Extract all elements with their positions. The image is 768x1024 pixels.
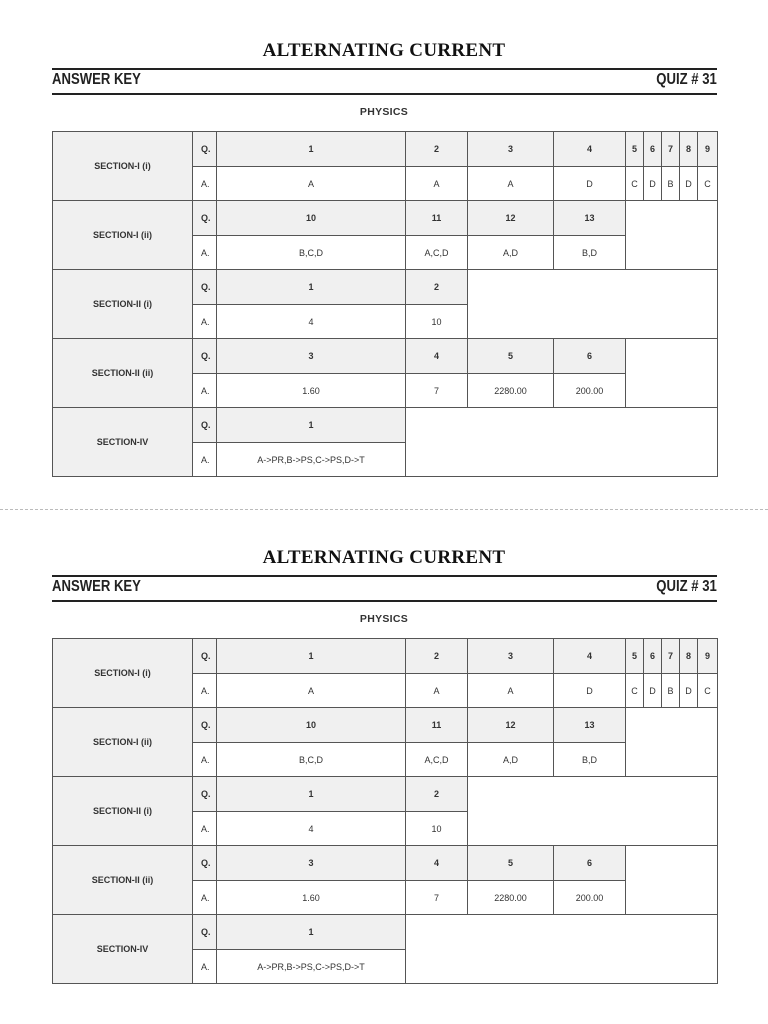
question-number-cell: 11	[405, 707, 468, 743]
question-number-cell: 1	[216, 776, 406, 812]
answer-cell: A	[405, 166, 468, 201]
answer-cell: A	[216, 166, 406, 201]
answer-cell: 10	[405, 811, 468, 846]
question-label-cell: Q.	[192, 707, 217, 743]
quiz-number: QUIZ # 31	[656, 578, 717, 595]
answer-cell: 7	[405, 373, 468, 408]
answer-cell: C	[625, 673, 644, 708]
question-number-cell: 6	[553, 338, 626, 374]
top-rule	[52, 68, 717, 70]
question-label-cell: Q.	[192, 776, 217, 812]
answer-key-sheet-bottom	[0, 507, 768, 1024]
answer-key-label: ANSWER KEY	[52, 578, 141, 595]
section-name-cell: SECTION-II (i)	[52, 776, 193, 846]
answer-cell: A->PR,B->PS,C->PS,D->T	[216, 442, 406, 477]
section-name-cell: SECTION-II (ii)	[52, 338, 193, 408]
answer-cell: B	[661, 166, 680, 201]
answer-cell: A	[467, 673, 554, 708]
answer-key-label: ANSWER KEY	[52, 71, 141, 88]
answer-cell: 2280.00	[467, 880, 554, 915]
answer-cell: 1.60	[216, 880, 406, 915]
question-number-cell: 2	[405, 269, 468, 305]
question-number-cell: 4	[553, 638, 626, 674]
answer-cell: A	[216, 673, 406, 708]
question-number-cell: 7	[661, 638, 680, 674]
question-number-cell: 5	[467, 338, 554, 374]
answer-label-cell: A.	[192, 673, 217, 708]
answer-cell: B,D	[553, 742, 626, 777]
section-name-cell: SECTION-IV	[52, 914, 193, 984]
section-name-cell: SECTION-I (i)	[52, 638, 193, 708]
answer-cell: B,D	[553, 235, 626, 270]
section-name-cell: SECTION-II (i)	[52, 269, 193, 339]
answer-cell: D	[553, 166, 626, 201]
answer-label-cell: A.	[192, 166, 217, 201]
question-number-cell: 4	[405, 845, 468, 881]
answer-cell: A,C,D	[405, 235, 468, 270]
question-number-cell: 5	[625, 638, 644, 674]
answer-cell: 10	[405, 304, 468, 339]
question-number-cell: 10	[216, 200, 406, 236]
answer-cell: D	[643, 166, 662, 201]
question-number-cell: 13	[553, 707, 626, 743]
question-number-cell: 9	[697, 131, 718, 167]
answer-label-cell: A.	[192, 880, 217, 915]
answer-cell: 200.00	[553, 373, 626, 408]
question-number-cell: 1	[216, 407, 406, 443]
question-number-cell: 7	[661, 131, 680, 167]
section-name-cell: SECTION-IV	[52, 407, 193, 477]
question-label-cell: Q.	[192, 269, 217, 305]
answer-cell: 200.00	[553, 880, 626, 915]
section-name-cell: SECTION-I (ii)	[52, 200, 193, 270]
empty-cell	[405, 407, 718, 477]
question-label-cell: Q.	[192, 131, 217, 167]
question-number-cell: 6	[553, 845, 626, 881]
answer-cell: D	[679, 166, 698, 201]
answer-cell: A->PR,B->PS,C->PS,D->T	[216, 949, 406, 984]
question-number-cell: 2	[405, 638, 468, 674]
empty-cell	[625, 338, 718, 408]
question-number-cell: 10	[216, 707, 406, 743]
answer-cell: C	[697, 673, 718, 708]
empty-cell	[625, 200, 718, 270]
question-number-cell: 3	[216, 845, 406, 881]
question-number-cell: 1	[216, 269, 406, 305]
subject-label: PHYSICS	[359, 613, 409, 625]
page-title: ALTERNATING CURRENT	[262, 547, 506, 568]
answer-cell: A	[467, 166, 554, 201]
question-label-cell: Q.	[192, 338, 217, 374]
answer-label-cell: A.	[192, 235, 217, 270]
question-number-cell: 5	[467, 845, 554, 881]
section-name-cell: SECTION-I (i)	[52, 131, 193, 201]
page-title: ALTERNATING CURRENT	[262, 40, 506, 61]
bottom-rule	[52, 93, 717, 95]
question-label-cell: Q.	[192, 638, 217, 674]
answer-cell: A,D	[467, 235, 554, 270]
question-number-cell: 3	[216, 338, 406, 374]
answer-cell: D	[679, 673, 698, 708]
question-number-cell: 12	[467, 200, 554, 236]
answer-cell: 7	[405, 880, 468, 915]
question-number-cell: 6	[643, 131, 662, 167]
answer-label-cell: A.	[192, 373, 217, 408]
question-number-cell: 12	[467, 707, 554, 743]
empty-cell	[625, 845, 718, 915]
answer-cell: C	[625, 166, 644, 201]
answer-label-cell: A.	[192, 949, 217, 984]
question-number-cell: 6	[643, 638, 662, 674]
question-number-cell: 2	[405, 131, 468, 167]
answer-cell: A,C,D	[405, 742, 468, 777]
answer-cell: A,D	[467, 742, 554, 777]
question-number-cell: 11	[405, 200, 468, 236]
question-number-cell: 9	[697, 638, 718, 674]
answer-label-cell: A.	[192, 442, 217, 477]
answer-key-sheet-top	[0, 0, 768, 509]
answer-cell: C	[697, 166, 718, 201]
empty-cell	[467, 776, 718, 846]
question-label-cell: Q.	[192, 200, 217, 236]
question-number-cell: 3	[467, 638, 554, 674]
answer-cell: B	[661, 673, 680, 708]
question-label-cell: Q.	[192, 845, 217, 881]
question-number-cell: 4	[553, 131, 626, 167]
answer-cell: D	[643, 673, 662, 708]
section-name-cell: SECTION-II (ii)	[52, 845, 193, 915]
question-number-cell: 1	[216, 914, 406, 950]
answer-cell: 1.60	[216, 373, 406, 408]
answer-cell: A	[405, 673, 468, 708]
answer-cell: 4	[216, 304, 406, 339]
subject-label: PHYSICS	[359, 106, 409, 118]
question-label-cell: Q.	[192, 407, 217, 443]
question-number-cell: 8	[679, 638, 698, 674]
question-number-cell: 1	[216, 131, 406, 167]
question-number-cell: 4	[405, 338, 468, 374]
empty-cell	[625, 707, 718, 777]
answer-label-cell: A.	[192, 742, 217, 777]
question-number-cell: 3	[467, 131, 554, 167]
answer-label-cell: A.	[192, 304, 217, 339]
answer-cell: B,C,D	[216, 235, 406, 270]
empty-cell	[405, 914, 718, 984]
question-number-cell: 5	[625, 131, 644, 167]
answer-label-cell: A.	[192, 811, 217, 846]
section-name-cell: SECTION-I (ii)	[52, 707, 193, 777]
empty-cell	[467, 269, 718, 339]
question-number-cell: 13	[553, 200, 626, 236]
question-number-cell: 2	[405, 776, 468, 812]
answer-cell: D	[553, 673, 626, 708]
answer-cell: B,C,D	[216, 742, 406, 777]
question-number-cell: 8	[679, 131, 698, 167]
bottom-rule	[52, 600, 717, 602]
question-label-cell: Q.	[192, 914, 217, 950]
quiz-number: QUIZ # 31	[656, 71, 717, 88]
answer-cell: 4	[216, 811, 406, 846]
top-rule	[52, 575, 717, 577]
question-number-cell: 1	[216, 638, 406, 674]
answer-cell: 2280.00	[467, 373, 554, 408]
